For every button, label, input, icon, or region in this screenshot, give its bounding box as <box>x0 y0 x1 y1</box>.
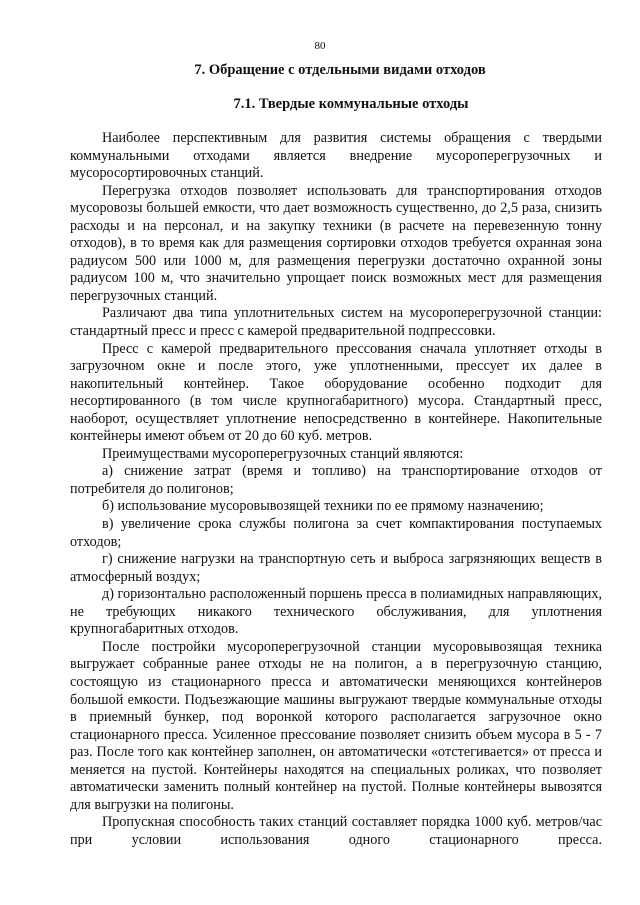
list-item-c: в) увеличение срока службы полигона за счет компактирования поступаемых отходов; <box>70 516 602 550</box>
list-item-b: б) использование мусоровывозящей техники по ее прямому назначению; <box>102 498 544 515</box>
paragraph-transfer: Перегрузка отходов позволяет использовать для транспортирования отходов мусоровозы большей емкости, что дает возможность существенно, до 2,5 раза, снизить расходы и на персонал, и на закупку техники (в расчете на перевезенную тонну отходов), в то время как для размещения сортировки отходов требуется охранная зона радиусом 500 или 1000 м, для размещения перегрузки достаточно охранной зоны радиусом 100 м, что значительно упрощает поиск возможных мест для размещения перегрузочных станций. <box>70 182 602 304</box>
page-number: 80 <box>314 40 326 52</box>
list-item-a: а) снижение затрат (время и топливо) на транспортирование отходов от потребителя до полигонов; <box>70 463 602 497</box>
subsection-title: 7.1. Твердые коммунальные отходы <box>233 96 469 112</box>
section-title: 7. Обращение с отдельными видами отходов <box>194 62 486 78</box>
paragraph-precompression: Пресс с камерой предварительного прессования сначала уплотняет отходы в загрузочном окне и после этого, уже уплотненными, прессует их далее в накопительный контейнер. Такое оборудование особенно подходит для несортированного (в том числе крупногабаритного) мусора. Стандартный пресс, наоборот, осуществляет уплотнение непосредственно в контейнере. Накопительные контейнеры имеют объем от 20 до 60 куб. метров. <box>70 340 602 445</box>
list-item-e: д) горизонтально расположенный поршень пресса в полиамидных направляющих, не требующих никакого технического обслуживания, для уплотнения крупногабаритных отходов. <box>70 586 602 638</box>
paragraph-operation: После постройки мусороперегрузочной станции мусоровывозящая техника выгружает собранные ранее отходы не на полигон, а в перегрузочную станцию, состоящую из стационарного пресса и автоматически меняющихся контейнеров большой емкости. Подъезжающие машины выгружают твердые коммунальные отходы в приемный бункер, под воронкой которого располагается загрузочное окно стационарного пресса. Усиленное прессование позволяет снизить объем мусора в 5 - 7 раз. После того как контейнер заполнен, он автоматически «отстегивается» от пресса и меняется на пустой. Контейнеры находятся на специальных роликах, что позволяет автоматически заменить полный контейнер на пустой. Полные контейнеры вывозятся для выгрузки на полигоны. <box>70 638 602 813</box>
paragraph-advantages-intro: Преимуществами мусороперегрузочных станций являются: <box>102 445 464 462</box>
paragraph-capacity: Пропускная способность таких станций составляет порядка 1000 куб. метров/час при условии использования одного стационарного пресса. <box>70 814 602 848</box>
paragraph-intro: Наиболее перспективным для развития системы обращения с твердыми коммунальными отходами является внедрение мусороперегрузочных и мусоросортировочных станций. <box>70 130 602 182</box>
paragraph-press-types: Различают два типа уплотнительных систем на мусороперегрузочной станции: стандартный пресс и пресс с камерой предварительной подпрессовки. <box>70 305 602 340</box>
list-item-d: г) снижение нагрузки на транспортную сеть и выброса загрязняющих веществ в атмосферный воздух; <box>70 551 602 585</box>
body-text <box>70 130 602 849</box>
